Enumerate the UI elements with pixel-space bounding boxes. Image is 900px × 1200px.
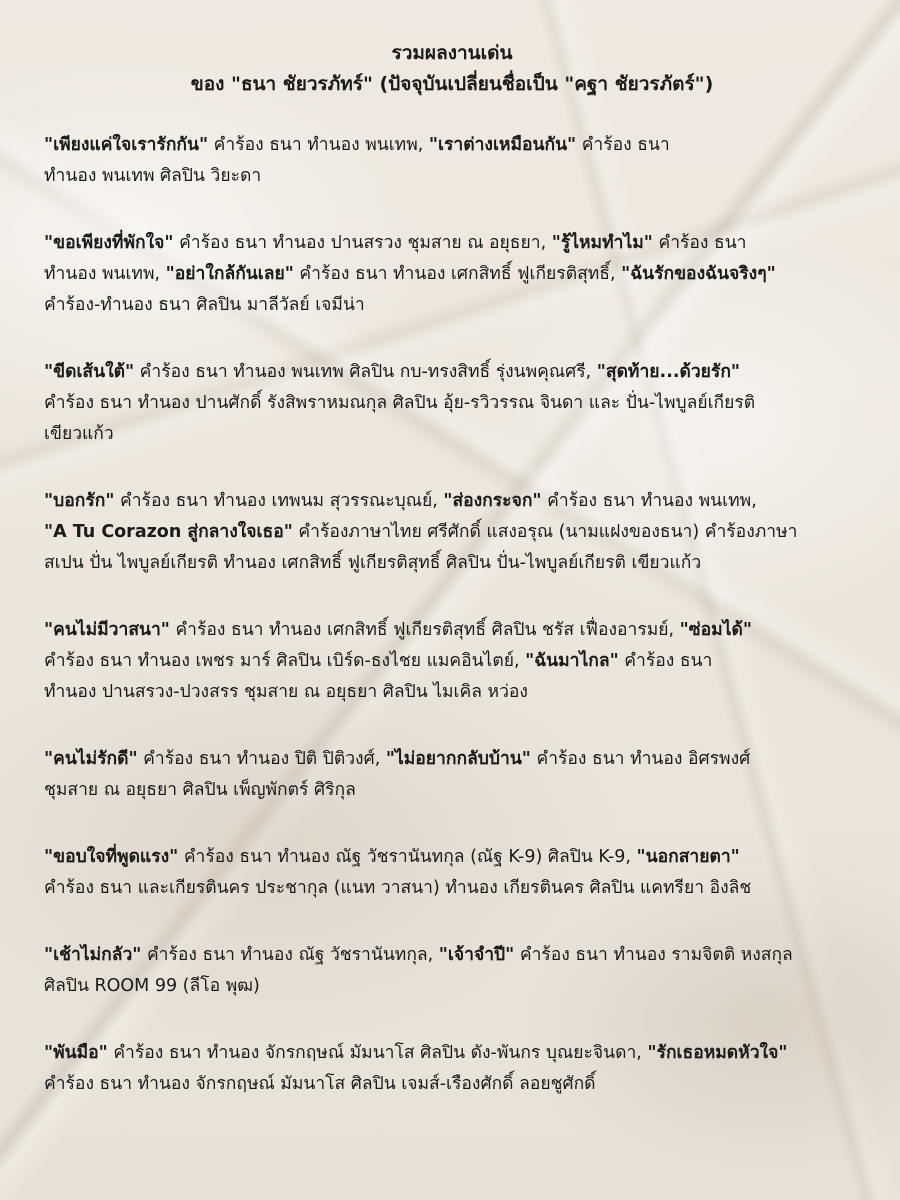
credit-text: คำร้องภาษาไทย ศรีศักดิ์ แสงอรุณ (นามแฝงของธนา) คำร้องภาษา	[292, 522, 798, 542]
work-entry	[44, 744, 860, 806]
song-title: "ขอบใจที่พูดแรง"	[44, 847, 179, 867]
work-entry-line	[44, 646, 860, 677]
credit-text: คำร้อง-ทำนอง ธนา ศิลปิน มาลีวัลย์ เจมีน่า	[44, 295, 365, 315]
work-entry-line	[44, 161, 860, 192]
song-title: "ฉันรักของฉันจริงๆ"	[621, 264, 776, 284]
work-entry-line	[44, 615, 860, 646]
credit-text: คำร้อง ธนา	[652, 233, 747, 253]
work-entry-line	[44, 130, 860, 161]
credit-text: คำร้อง ธนา ทำนอง ปานศักดิ์ รังสิพราหมณกุล ศิลปิน อุ้ย-รวิวรรณ จินดา และ ปั่น-ไพบูลย์เกียรติ	[44, 393, 756, 413]
credit-text: คำร้อง ธนา	[576, 135, 670, 155]
work-entry	[44, 1038, 860, 1100]
song-title: "พันมือ"	[44, 1043, 108, 1063]
work-entry	[44, 615, 860, 708]
work-entry	[44, 357, 860, 450]
page-subtitle: ของ "ธนา ชัยวรภัทร์" (ปัจจุบันเปลี่ยนชื่อเป็น "คฐา ชัยวรภัตร์")	[190, 73, 714, 95]
song-title: "คนไม่รักดี"	[44, 749, 138, 769]
work-entry-line	[44, 388, 860, 419]
works-list	[44, 130, 860, 1100]
work-entry-line	[44, 971, 860, 1002]
credit-text: คำร้อง ธนา ทำนอง เศกสิทธิ์ ฟูเกียรติสุทธิ์,	[293, 264, 622, 284]
work-entry-line	[44, 259, 860, 290]
work-entry-line	[44, 357, 860, 388]
song-title: "ขีดเส้นใต้"	[44, 362, 135, 382]
credit-text: คำร้อง ธนา ทำนอง พนเทพ,	[208, 135, 429, 155]
credit-text: คำร้อง ธนา	[618, 651, 713, 671]
song-title: "บอกรัก"	[44, 491, 115, 511]
work-entry-line	[44, 486, 860, 517]
song-title: "เจ้าจำปี"	[438, 945, 515, 965]
work-entry	[44, 228, 860, 321]
song-title: "ไม่อยากกลับบ้าน"	[385, 749, 531, 769]
credit-text: คำร้อง ธนา ทำนอง เพชร มาร์ ศิลปิน เบิร์ด-ธงไชย แมคอินไตย์,	[44, 651, 526, 671]
credit-text: คำร้อง ธนา และเกียรตินคร ประชากุล (แนท วาสนา) ทำนอง เกียรตินคร ศิลปิน แคทรียา อิงลิช	[44, 878, 752, 898]
credit-text: คำร้อง ธนา ทำนอง เศกสิทธิ์ ฟูเกียรติสุทธิ์ ศิลปิน ชรัส เฟื่องอารมย์,	[169, 620, 680, 640]
work-entry	[44, 130, 860, 192]
credit-text: เขียวแก้ว	[44, 424, 114, 444]
credit-text: คำร้อง ธนา ทำนอง รามจิตติ หงสกุล	[514, 945, 793, 965]
song-title: "เพียงแค่ใจเรารักกัน"	[44, 135, 209, 155]
song-title: "นอกสายตา"	[636, 847, 740, 867]
credit-text: คำร้อง ธนา ทำนอง ปิติ ปิติวงศ์,	[137, 749, 386, 769]
song-title: "รักเธอหมดหัวใจ"	[647, 1043, 788, 1063]
credit-text: คำร้อง ธนา ทำนอง ณัฐ วัชรานันทกุล (ณัฐ K-9) ศิลปิน K-9,	[178, 847, 637, 867]
credit-text: คำร้อง ธนา ทำนอง เทพนม สุวรรณะบุณย์,	[114, 491, 444, 511]
work-entry-line	[44, 873, 860, 904]
credit-text: คำร้อง ธนา ทำนอง จักรกฤษณ์ มัมนาโส ศิลปิน ดัง-พันกร บุณยะจินดา,	[107, 1043, 648, 1063]
work-entry-line	[44, 290, 860, 321]
document-header	[44, 38, 860, 100]
work-entry-line	[44, 744, 860, 775]
work-entry-line	[44, 775, 860, 806]
work-entry	[44, 486, 860, 579]
song-title: "สุดท้าย...ด้วยรัก"	[596, 362, 741, 382]
credit-text: คำร้อง ธนา ทำนอง ปานสรวง ชุมสาย ณ อยุธยา,	[173, 233, 552, 253]
song-title: "ส่องกระจก"	[443, 491, 542, 511]
work-entry-line	[44, 419, 860, 450]
credit-text: ทำนอง พนเทพ ศิลปิน วิยะดา	[44, 166, 262, 186]
credit-text: สเปน ปั่น ไพบูลย์เกียรติ ทำนอง เศกสิทธิ์ ฟูเกียรติสุทธิ์ ศิลปิน ปั่น-ไพบูลย์เกียรติ เขียวแก้ว	[44, 553, 702, 573]
work-entry-line	[44, 842, 860, 873]
song-title: "คนไม่มีวาสนา"	[44, 620, 170, 640]
credit-text: คำร้อง ธนา ทำนอง จักรกฤษณ์ มัมนาโส ศิลปิน เจมส์-เรืองศักดิ์ ลอยชูศักดิ์	[44, 1074, 596, 1094]
song-title: "A Tu Corazon สู่กลางใจเธอ"	[44, 522, 293, 542]
song-title: "อย่าใกล้กันเลย"	[165, 264, 294, 284]
work-entry	[44, 940, 860, 1002]
work-entry-line	[44, 1069, 860, 1100]
song-title: "รู้ไหมทำไม"	[551, 233, 653, 253]
work-entry-line	[44, 1038, 860, 1069]
work-entry-line	[44, 677, 860, 708]
credit-text: คำร้อง ธนา ทำนอง พนเทพ,	[541, 491, 757, 511]
song-title: "ซ่อมได้"	[679, 620, 752, 640]
credit-text: ทำนอง พนเทพ,	[44, 264, 166, 284]
work-entry-line	[44, 517, 860, 548]
credit-text: ศิลปิน ROOM 99 (ลีโอ พุฒ)	[44, 976, 260, 996]
song-title: "ฉันมาไกล"	[525, 651, 619, 671]
credit-text: ชุมสาย ณ อยุธยา ศิลปิน เพ็ญพักตร์ ศิริกุล	[44, 780, 356, 800]
song-title: "เราต่างเหมือนกัน"	[428, 135, 577, 155]
credit-text: คำร้อง ธนา ทำนอง ณัฐ วัชรานันทกุล,	[141, 945, 439, 965]
work-entry-line	[44, 940, 860, 971]
credit-text: คำร้อง ธนา ทำนอง อิศรพงศ์	[530, 749, 751, 769]
song-title: "เช้าไม่กลัว"	[44, 945, 142, 965]
work-entry-line	[44, 228, 860, 259]
song-title: "ขอเพียงที่พักใจ"	[44, 233, 174, 253]
work-entry	[44, 842, 860, 904]
work-entry-line	[44, 548, 860, 579]
credit-text: ทำนอง ปานสรวง-ปวงสรร ชุมสาย ณ อยุธยา ศิลปิน ไมเคิล หว่อง	[44, 682, 528, 702]
page-title: รวมผลงานเด่น	[391, 42, 513, 64]
credit-text: คำร้อง ธนา ทำนอง พนเทพ ศิลปิน กบ-ทรงสิทธิ์ รุ่งนพคุณศรี,	[134, 362, 597, 382]
